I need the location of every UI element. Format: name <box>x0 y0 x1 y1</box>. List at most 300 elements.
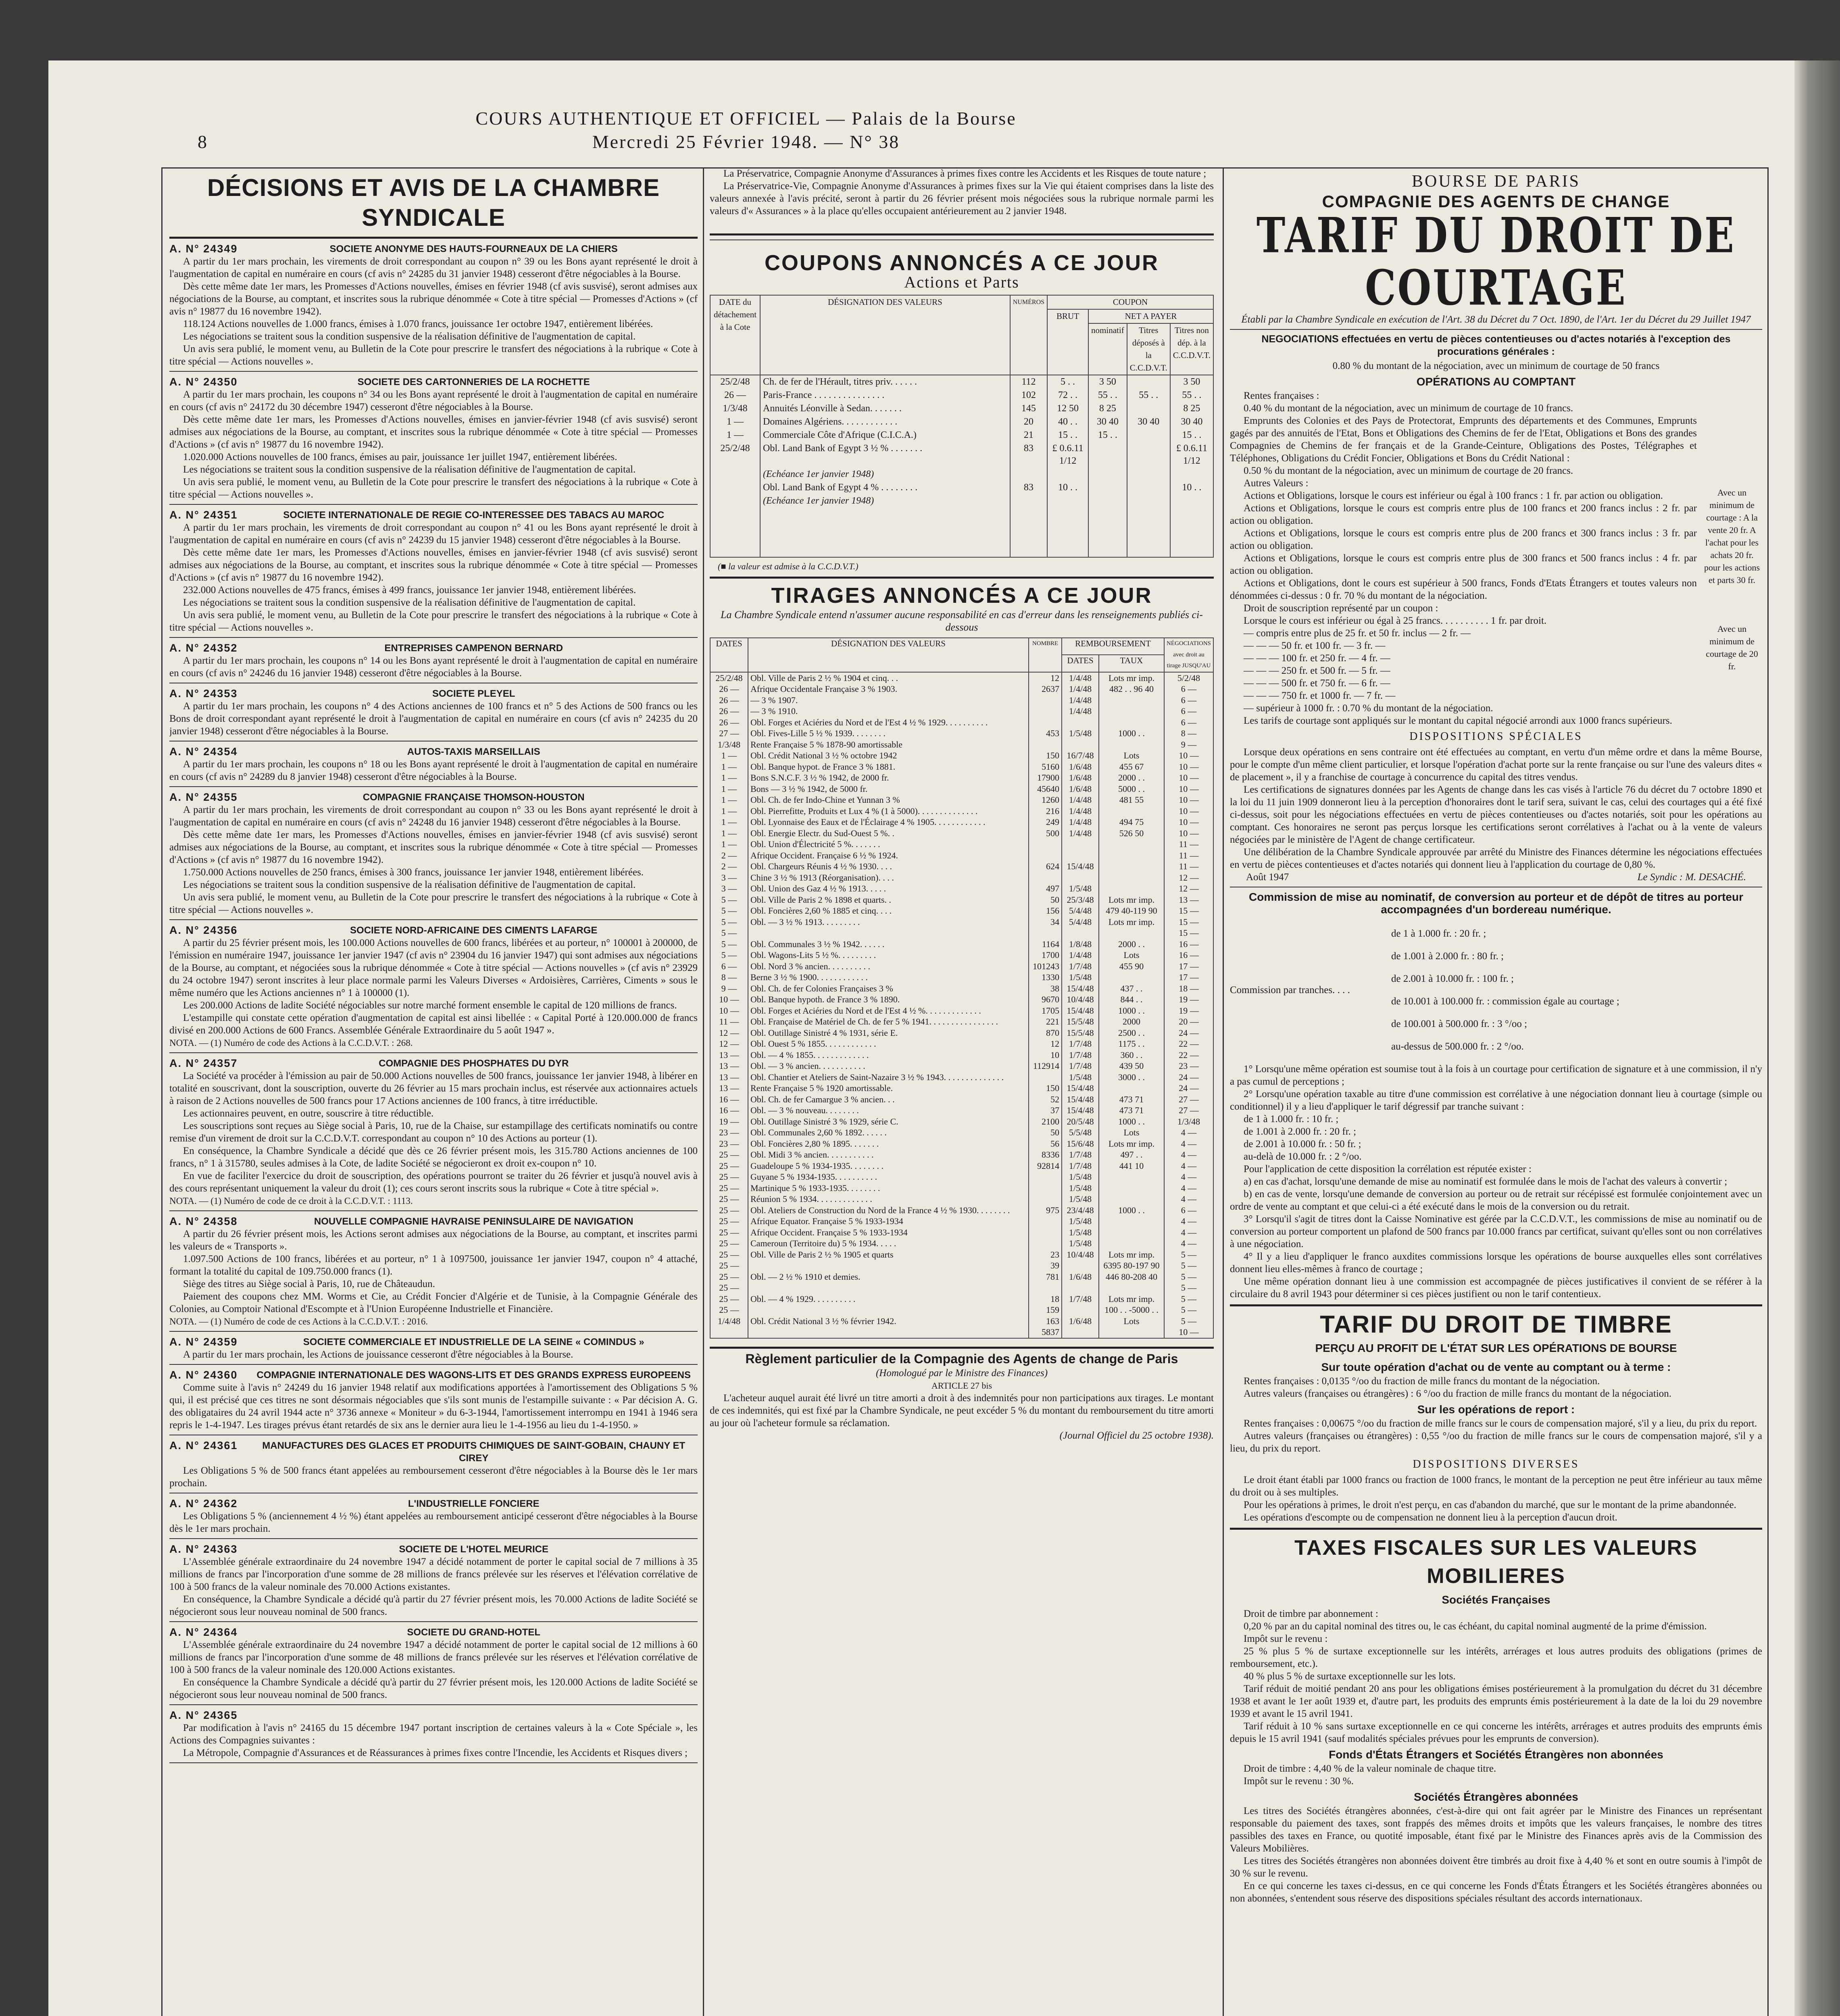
tirage-cell: Chine 3 ½ % 1913 (Réorganisation). . . . <box>748 872 1029 883</box>
tirage-cell <box>1062 1304 1099 1316</box>
masthead-date: Mercredi 25 Février 1948. — N° 38 <box>592 131 900 152</box>
avis-number: A. N° 24353 <box>169 687 238 700</box>
tirage-cell: 22 — <box>1164 1050 1213 1061</box>
negociations-text: 0.80 % du montant de la négociation, avec un minimum de courtage de 50 francs <box>1332 360 1660 371</box>
tirage-cell: 27 — <box>710 728 748 739</box>
tirage-cell: 18 — <box>1164 983 1213 994</box>
taxe-paragraph: En ce qui concerne les taxes ci-dessus, en ce qui concerne les Fonds d'États Étrangers et les Sociétés étrangères abonnées ou non abonnées, s'entendent sous réserve des dispositions spéciales résultant des accords internationaux. <box>1230 1881 1762 1904</box>
table-row <box>710 1149 1213 1160</box>
avis-body <box>169 1228 698 1328</box>
table-row <box>710 1005 1213 1016</box>
tirage-cell <box>1062 927 1099 939</box>
masthead <box>202 107 1290 154</box>
tirage-cell: 9 — <box>1164 739 1213 750</box>
tirage-cell: 1/7/48 <box>1062 961 1099 972</box>
tirage-cell: 2 — <box>710 850 748 861</box>
comptant-line: — compris entre plus de 25 fr. et 50 fr. inclus — 2 fr. — <box>1244 628 1471 639</box>
tirage-cell: Lots mr imp. <box>1099 894 1164 906</box>
tirage-cell: 23 <box>1029 1249 1062 1260</box>
rule <box>169 1762 698 1763</box>
table-row <box>710 1171 1213 1183</box>
coupon-cell-dep <box>1127 468 1170 481</box>
coupons-table <box>710 295 1214 558</box>
commission-paragraph: b) en cas de vente, lorsqu'une demande de conversion au porteur ou de retrait sur récépissé est formulée conjointement avec un ordre de vente au comptant et que celui-ci a été exécuté dans le mois de la conversion ou du retrait. <box>1230 1189 1762 1212</box>
tirage-cell: 20 — <box>1164 1016 1213 1027</box>
avis-paragraph: Les négociations se traitent sous la condition suspensive de la réalisation définitive de l'augmentation de capital. <box>183 464 636 475</box>
table-row <box>710 728 1213 739</box>
coupon-cell-empty <box>760 508 1010 557</box>
coupon-cell-date: 25/2/48 <box>710 375 760 389</box>
coupon-cell-dep <box>1127 429 1170 442</box>
taxe-line: Droit de timbre : 4,40 % de la valeur nominale de chaque titre. <box>1244 1763 1496 1774</box>
commission-tranche: au-dessus de 500.000 fr. : 2 °/oo. <box>1391 1041 1524 1052</box>
tirage-cell: 10 — <box>1164 816 1213 828</box>
avis-paragraph: Un avis sera publié, le moment venu, au Bulletin de la Cote pour prescrire le transfert des négociations à la rubrique « Cote à titre spécial — Actions nouvelles ». <box>169 477 698 500</box>
reglement-subtitle: (Homologué par le Ministre des Finances) <box>875 1367 1048 1379</box>
comptant-line: Actions et Obligations, lorsque le cours est compris entre plus de 200 francs et 300 francs inclus : 3 fr. par action ou obligation. <box>1230 528 1697 551</box>
rule <box>169 371 698 372</box>
tirage-cell: 15/4/48 <box>1062 1005 1099 1016</box>
avis-paragraph: En conséquence, la Chambre Syndicale a décidé que dès ce 26 février présent mois, les 315.780 Actions anciennes de 100 francs, n° 1 à 315780, seules admises à la Cote, de ladite Société se négocieront ex droit ex-coupon n° 10. <box>169 1145 698 1169</box>
avis-notice <box>169 746 698 787</box>
table-row <box>710 750 1213 761</box>
avis-notice <box>169 1215 698 1332</box>
tirage-cell: 1/4/48 <box>1062 695 1099 706</box>
table-row <box>710 1094 1213 1105</box>
table-row <box>710 1227 1213 1238</box>
tirage-cell: 360 . . <box>1099 1050 1164 1061</box>
taxe-line: Droit de timbre par abonnement : <box>1244 1608 1378 1619</box>
coupon-cell-nom <box>1088 494 1127 508</box>
coupon-cell-nondep <box>1170 494 1213 508</box>
dispositions-date: Août 1947 <box>1246 872 1289 883</box>
tirage-cell: 6 — <box>1164 1205 1213 1216</box>
tirage-cell <box>1029 706 1062 717</box>
page-edge <box>1794 60 1840 2016</box>
rule <box>169 1704 698 1705</box>
avis-notice <box>169 1439 698 1493</box>
tirage-cell: 4 — <box>1164 1193 1213 1205</box>
tirage-cell: Obl. Nord 3 % ancien. . . . . . . . . . <box>748 961 1029 972</box>
tirage-cell: 25/3/48 <box>1062 894 1099 906</box>
coupon-cell-name: Obl. Land Bank of Egypt 3 ½ % . . . . . . . <box>760 442 1010 468</box>
comptant-line: Les tarifs de courtage sont appliqués sur le montant du capital négocié arrondi aux 1000 francs supérieurs. <box>1244 715 1672 726</box>
tirage-cell: 15/4/48 <box>1062 983 1099 994</box>
tirage-cell: 12 <box>1029 672 1062 684</box>
table-row <box>710 894 1213 906</box>
avis-paragraph: A partir du 1er mars prochain, les coupons n° 18 ou les Bons ayant représenté le droit à l'augmentation de capital en numéraire en cours (cf avis n° 24289 du 8 janvier 1948) cesseront d'être négociables à la Bourse. <box>169 759 698 782</box>
avis-paragraph: Siège des titres au Siège social à Paris, 10, rue de Châteaudun. <box>183 1279 435 1289</box>
avis-paragraph: En vue de faciliter l'exercice du droit de souscription, des opérations pourront se traiter du 26 février et jusqu'à nouvel avis à des cours représentant uniquement la valeur du droit (1); ces cours seront inscrits sous la rubrique « Cote à titre spécial ». <box>169 1170 698 1194</box>
coupon-cell-brut: 15 . . <box>1047 429 1088 442</box>
coupon-cell-num: 83 <box>1010 442 1047 468</box>
tirage-cell: 25 — <box>710 1271 748 1283</box>
table-row <box>710 468 1213 481</box>
tirage-cell: 23 — <box>710 1138 748 1150</box>
tirage-cell: 5 — <box>1164 1293 1213 1305</box>
tirage-cell: Obl. Foncières 2,80 % 1895. . . . . . . <box>748 1138 1029 1150</box>
tirage-cell: 5 — <box>1164 1316 1213 1327</box>
avis-paragraph: NOTA. — (1) Numéro de code de ce droit à la C.C.D.V.T. : 1113. <box>169 1196 413 1206</box>
timbre-line: Autres valeurs (françaises ou étrangères) : 6 °/oo du fraction de mille francs du montant de la négociation. <box>1244 1388 1672 1399</box>
tirage-cell: 1 — <box>710 816 748 828</box>
tirage-cell: 12 <box>1029 1038 1062 1050</box>
dispositions-paragraph: Une délibération de la Chambre Syndicale approuvée par arrêté du Ministre des Finances détermine les négociations effectuées en vertu de pièces contentieuses et d'actes notariés qui donnent lieu à l'application du courtage de 0,80 %. <box>1230 847 1762 870</box>
tirage-cell: 15/4/48 <box>1062 1094 1099 1105</box>
tirage-cell: 11 — <box>1164 850 1213 861</box>
table-row <box>710 442 1213 468</box>
tirage-cell: 13 — <box>1164 894 1213 906</box>
fonds-etrangers-text <box>1230 1762 1762 1787</box>
tirage-cell: 27 — <box>1164 1105 1213 1116</box>
tirage-cell <box>1099 806 1164 817</box>
avis-paragraph: A partir du 1er mars prochain, les Actions de jouissance cesseront d'être négociables à la Bourse. <box>183 1349 573 1360</box>
rule <box>710 233 1214 235</box>
tirage-cell: 25 — <box>710 1260 748 1271</box>
tirage-cell: Afrique Equator. Française 5 % 1933-1934 <box>748 1216 1029 1227</box>
notices-list <box>169 243 698 1763</box>
table-row <box>710 783 1213 795</box>
tirage-cell: 150 <box>1029 750 1062 761</box>
continued-paragraph: La Préservatrice-Vie, Compagnie Anonyme d'Assurances à primes fixes sur la Vie qui étaient comprises dans la liste des valeurs annexée à l'avis précité, seront à partir du 26 février présent mois négociées sous la rubrique normale parmi les valeurs d'« Assurances » à la place qu'elles occupaient antérieurement au 2 janvier 1948. <box>710 181 1214 217</box>
avis-header <box>169 791 698 804</box>
coupon-cell-dep <box>1127 481 1170 494</box>
tirage-cell: 24 — <box>1164 1072 1213 1083</box>
tirage-cell: 5/4/48 <box>1062 916 1099 928</box>
tirage-cell: 13 — <box>710 1072 748 1083</box>
reglement-text: L'acheteur auquel aurait été livré un titre amorti a droit à des indemnités pour non participations aux tirages. Le montant de ces indemnités, qui est fixé par la Chambre Syndicale, ne peut excéder 5 % du montant du remboursement du titre amorti au jour où l'acheteur formule sa réclamation. <box>710 1392 1214 1429</box>
tirage-cell: 5 — <box>1164 1282 1213 1293</box>
commission-heading: Commission de mise au nominatif, de conversion au porteur et de dépôt de titres au porteur accompagnées d'un bordereau numérique. <box>1249 891 1743 916</box>
tirage-cell <box>1099 1216 1164 1227</box>
tirage-cell: 2637 <box>1029 683 1062 695</box>
coupon-cell-empty <box>1170 508 1213 557</box>
coupon-cell-empty <box>1047 508 1088 557</box>
tirage-cell: 481 55 <box>1099 794 1164 806</box>
column-coupons-tirages <box>710 167 1214 2016</box>
tirage-cell <box>1099 883 1164 894</box>
avis-paragraph: A partir du 1er mars prochain, les virements de droit correspondant au coupon n° 41 ou les Bons ayant représenté le droit à l'augmentation de capital en numéraire en cours (cf avis n° 24239 du 15 janvier 1948) cesseront d'être négociables à la Bourse. <box>169 522 698 546</box>
tirage-cell: 100 . . -5000 . . <box>1099 1304 1164 1316</box>
avis-body <box>169 804 698 916</box>
table-row <box>710 939 1213 950</box>
avis-paragraph: L'Assemblée générale extraordinaire du 24 novembre 1947 a décidé notamment de porter le capital social de 12 millions à 60 millions de francs par l'incorporation d'une somme de 48 millions de francs prélevée sur les réserves et l'élévation corrélative de 100 à 500 francs de la valeur nominale des 120.000 Actions existantes. <box>169 1639 698 1675</box>
tirage-cell: Afrique Occident. Française 6 ½ % 1924. <box>748 850 1029 861</box>
tirage-cell: 150 <box>1029 1083 1062 1094</box>
tirage-cell: Obl. Banque hypot. de France 3 % 1881. <box>748 761 1029 773</box>
commission-text <box>1230 1063 1762 1300</box>
tirage-cell: 25 — <box>710 1293 748 1305</box>
rule <box>169 1538 698 1539</box>
avis-header <box>169 1709 698 1722</box>
avis-paragraph: Par modification à l'avis n° 24165 du 15 décembre 1947 portant inscription de certaines valeurs à la « Cote Spéciale », les Actions des Compagnies suivantes : <box>169 1722 698 1746</box>
tirage-cell: 10 — <box>1164 1327 1213 1338</box>
coupons-title: COUPONS ANNONCÉS A CE JOUR <box>764 251 1159 275</box>
tirage-cell: 1 — <box>710 783 748 795</box>
comptant-line: Actions et Obligations, lorsque le cours est inférieur ou égal à 100 francs : 1 fr. par action ou obligation. <box>1244 490 1663 501</box>
tirage-cell: 15/4/48 <box>1062 1083 1099 1094</box>
coupon-cell-date: 25/2/48 <box>710 442 760 468</box>
avis-company: AUTOS-TAXIS MARSEILLAIS <box>407 746 540 757</box>
avis-paragraph: A partir du 1er mars prochain, les virements de droit correspondant au coupon n° 39 ou les Bons ayant représenté le droit à l'augmentation de capital en numéraire en cours (cf avis n° 24285 du 31 janvier 1948) cesseront d'être négociables à la Bourse. <box>169 256 698 279</box>
tirage-cell <box>1029 850 1062 861</box>
tirage-cell <box>1029 1171 1062 1183</box>
coupon-cell-empty <box>1010 508 1047 557</box>
table-row <box>710 481 1213 494</box>
tirage-cell: 5/2/48 <box>1164 672 1213 684</box>
tirage-cell: 497 . . <box>1099 1149 1164 1160</box>
tirage-cell <box>1029 1072 1062 1083</box>
tirage-cell <box>1029 872 1062 883</box>
taxe-line: Impôt sur le revenu : <box>1244 1633 1328 1644</box>
avis-notice <box>169 791 698 920</box>
tirage-cell <box>1099 861 1164 872</box>
avis-header <box>169 746 698 758</box>
tirage-cell: Obl. Union des Gaz 4 ½ % 1913. . . . . <box>748 883 1029 894</box>
tirage-cell: 16/7/48 <box>1062 750 1099 761</box>
avis-header <box>169 1057 698 1070</box>
table-row <box>710 1205 1213 1216</box>
tirage-cell: 1 — <box>710 761 748 773</box>
coupon-cell-nom: 15 . . <box>1088 429 1127 442</box>
tirage-cell: 1/5/48 <box>1062 728 1099 739</box>
tirage-cell: 4 — <box>1164 1149 1213 1160</box>
tirage-cell: 156 <box>1029 905 1062 916</box>
commission-paragraph: de 2.001 à 10.000 fr. : 50 fr. ; <box>1244 1139 1361 1150</box>
coupon-cell-date <box>710 494 760 508</box>
tirage-cell <box>1099 872 1164 883</box>
tirage-cell: 19 — <box>710 1116 748 1127</box>
tirage-cell <box>748 1304 1029 1316</box>
tirage-cell: Obl. Ville de Paris 2 ½ % 1904 et cinq. . . <box>748 672 1029 684</box>
tirage-cell: 1/5/48 <box>1062 1193 1099 1205</box>
tirage-cell: Obl. — 3 ½ % 1913. . . . . . . . . <box>748 916 1029 928</box>
column-divider <box>1223 167 1224 2016</box>
tirage-cell: Obl. Chargeurs Réunis 4 ½ % 1930. . . . <box>748 861 1029 872</box>
avis-paragraph: Les négociations se traitent sous la condition suspensive de la réalisation définitive de l'augmentation de capital. <box>183 597 636 608</box>
tirage-cell: 5160 <box>1029 761 1062 773</box>
tirage-cell: 112914 <box>1029 1060 1062 1072</box>
side-note-minimum: Avec un minimum de courtage : A la vente 20 fr. A l'achat pour les achats 20 fr. pour les actions et parts 30 fr. <box>1704 487 1760 585</box>
tirage-cell: 24 — <box>1164 1027 1213 1039</box>
avis-company: SOCIETE NORD-AFRICAINE DES CIMENTS LAFARGE <box>350 925 598 936</box>
comptant-line: — — — 50 fr. et 100 fr. — 3 fr. — <box>1244 640 1386 651</box>
table-row <box>710 1260 1213 1271</box>
table-row <box>710 828 1213 839</box>
avis-number: A. N° 24364 <box>169 1626 238 1638</box>
coupon-cell-brut: 12 50 <box>1047 402 1088 415</box>
avis-paragraph: A partir du 1er mars prochain, les coupons n° 4 des Actions anciennes de 100 francs et n° 5 des Actions de 500 francs ou les Bons de droit correspondant ayant représenté le droit à l'augmentation de capital en numéraire en cours (cf avis n° 24235 du 20 janvier 1948) cesseront d'être négociables à la Bourse. <box>169 701 698 737</box>
timbre-line: Rentes françaises : 0,00675 °/oo du fraction de mille francs sur le cours de compensation majoré, s'il y a lieu, du prix du report. <box>1244 1418 1757 1429</box>
tirage-cell: Lots <box>1099 950 1164 961</box>
avis-paragraph: 118.124 Actions nouvelles de 1.000 francs, émises à 1.070 francs, jouissance 1er octobre 1947, entièrement libérées. <box>183 319 653 329</box>
bourse-heading: BOURSE DE PARIS <box>1412 172 1580 191</box>
table-row <box>710 816 1213 828</box>
table-row <box>710 794 1213 806</box>
commission-tranche: de 100.001 à 500.000 fr. : 3 °/oo ; <box>1391 1018 1527 1029</box>
tirage-cell: Martinique 5 % 1933-1935. . . . . . . . <box>748 1183 1029 1194</box>
avis-company: ENTREPRISES CAMPENON BERNARD <box>384 643 563 654</box>
avis-paragraph: La Société va procéder à l'émission au pair de 50.000 Actions nouvelles de 500 francs, jouissance 1er janvier 1948, à libérer en totalité en souscrivant, dont la souscription, ouverte du 26 février au 15 mars prochain inclus, est réservée aux actionnaires actuels à raison de 2 Actions nouvelles de 500 francs pour 17 Actions anciennes de 100 francs, à titre irréductible. <box>169 1070 698 1106</box>
tirage-cell: Obl. Française de Matériel de Ch. de fer 5 % 1941. . . . . . . . . . . . . . . . <box>748 1016 1029 1027</box>
tirage-cell: 1175 . . <box>1099 1038 1164 1050</box>
avis-company: NOUVELLE COMPAGNIE HAVRAISE PENINSULAIRE DE NAVIGATION <box>314 1216 633 1227</box>
avis-paragraph: A partir du 1er mars prochain, les coupons n° 34 ou les Bons ayant représenté le droit à l'augmentation de capital en numéraire en cours (cf avis n° 24172 du 30 décembre 1947) cesseront d'être négociables à la Bourse. <box>169 389 698 412</box>
commission-tranches <box>1391 917 1762 1063</box>
tirage-cell: 479 40-119 90 <box>1099 905 1164 916</box>
tirage-cell: 92814 <box>1029 1160 1062 1172</box>
table-row <box>710 683 1213 695</box>
tirage-cell: 6395 80-197 90 <box>1099 1260 1164 1271</box>
coupon-cell-brut <box>1047 468 1088 481</box>
tirage-cell: 5/5/48 <box>1062 1127 1099 1138</box>
tirage-cell <box>748 1260 1029 1271</box>
coupon-cell-nondep: £ 0.6.11 1/12 <box>1170 442 1213 468</box>
table-row <box>710 1293 1213 1305</box>
avis-company: SOCIETE ANONYME DES HAUTS-FOURNEAUX DE LA CHIERS <box>329 244 618 254</box>
tirage-cell: 1/4/48 <box>1062 828 1099 839</box>
tirage-cell: 15/6/48 <box>1062 1138 1099 1150</box>
avis-paragraph: L'Assemblée générale extraordinaire du 24 novembre 1947 a décidé notamment de porter le capital social de 7 millions à 35 millions de francs par l'incorporation d'une somme de 28 millions de francs prélevée sur les réserves et l'élévation corrélative de 100 à 500 francs de la valeur nominale des 70.000 Actions existantes. <box>169 1556 698 1592</box>
tirage-cell: Lots <box>1099 750 1164 761</box>
coupon-cell-empty <box>1127 508 1170 557</box>
tirage-cell: 15/4/48 <box>1062 1105 1099 1116</box>
tirage-cell <box>1099 972 1164 983</box>
tirage-cell: 1/6/48 <box>1062 1316 1099 1327</box>
tirage-cell: 17 — <box>1164 961 1213 972</box>
avis-number: A. N° 24358 <box>169 1215 238 1227</box>
tirage-cell: 3 — <box>710 883 748 894</box>
tirage-cell: 5 — <box>1164 1249 1213 1260</box>
societes-abonnees-text <box>1230 1805 1762 1905</box>
table-row <box>710 1050 1213 1061</box>
table-row <box>710 672 1213 684</box>
table-row <box>710 1316 1213 1327</box>
tirage-cell: 25 — <box>710 1193 748 1205</box>
tirage-cell: 439 50 <box>1099 1060 1164 1072</box>
avis-number: A. N° 24360 <box>169 1369 238 1381</box>
table-row <box>710 1160 1213 1172</box>
taxe-line: 40 % plus 5 % de surtaxe exceptionnelle sur les lots. <box>1244 1671 1456 1682</box>
tirage-cell: Obl. Chantier et Ateliers de Saint-Nazaire 3 ½ % 1943. . . . . . . . . . . . . . <box>748 1072 1029 1083</box>
tirage-cell: 10/4/48 <box>1062 1249 1099 1260</box>
tirage-cell <box>1062 872 1099 883</box>
tirage-cell <box>1099 1238 1164 1249</box>
coupon-cell-date <box>710 468 760 481</box>
avis-notice <box>169 509 698 638</box>
avis-paragraph: 1.750.000 Actions nouvelles de 250 francs, émises à 300 francs, jouissance 1er janvier 1948, entièrement libérées. <box>183 867 644 878</box>
tirage-cell: 11 — <box>1164 839 1213 850</box>
tirage-cell: 4 — <box>1164 1216 1213 1227</box>
col-coupon: COUPON <box>1047 295 1213 309</box>
tirage-cell: 3000 . . <box>1099 1072 1164 1083</box>
table-row <box>710 806 1213 817</box>
table-row <box>710 972 1213 983</box>
table-row <box>710 508 1213 557</box>
tirage-cell <box>1029 1193 1062 1205</box>
tirage-cell: 15/5/48 <box>1062 1016 1099 1027</box>
avis-notice <box>169 376 698 505</box>
tirage-cell: 1/4/48 <box>1062 950 1099 961</box>
avis-paragraph: Comme suite à l'avis n° 24249 du 16 janvier 1948 relatif aux modifications apportées à l'amortissement des Obligations 5 % qui, il est précisé que ces titres ne sont désormais négociables que s'ils sont munis de l'estampille suivante : « Par décision A. G. des obligataires du 24 avril 1944 acte n° 3736 annexe « Moniteur » du 6-3-1944, l'amortissement interrompu en 1941 à 1946 sera repris le 1-4-1947. Les tirages prévus étant retardés de six ans le dernier aura lieu le 1-4-1956 au lieu du 1-4-1950. » <box>169 1382 698 1431</box>
tirage-cell: 1705 <box>1029 1005 1062 1016</box>
comptant-heading: OPÉRATIONS AU COMPTANT <box>1416 375 1576 388</box>
tirage-cell: Lots mr imp. <box>1099 672 1164 684</box>
compagnie-heading: COMPAGNIE DES AGENTS DE CHANGE <box>1322 192 1670 211</box>
tirage-cell: 1/7/48 <box>1062 1050 1099 1061</box>
avis-paragraph: Dès cette même date 1er mars, les Promesses d'Actions nouvelles, émises en février 1948 (cf avis susvisé), seront admises aux négociations de la Bourse, au comptant, et inscrites sous la rubrique dénommée « Cote à titre spécial — Promesses d'Actions » (cf avis n° 19877 du 16 novembre 1942). <box>169 281 698 317</box>
comptant-line: — — — 250 fr. et 500 fr. — 5 fr. — <box>1244 665 1390 676</box>
tirage-cell: Obl. — 3 % ancien. . . . . . . . . . . <box>748 1060 1029 1072</box>
table-row <box>710 861 1213 872</box>
avis-notice <box>169 924 698 1053</box>
tirage-cell: 17 — <box>1164 972 1213 983</box>
timbre-reports <box>1230 1417 1762 1455</box>
coupon-cell-dep: 30 40 <box>1127 415 1170 429</box>
coupon-cell-dep <box>1127 375 1170 389</box>
tirage-cell: 20/5/48 <box>1062 1116 1099 1127</box>
tirage-cell <box>1029 1216 1062 1227</box>
commission-paragraph: 1° Lorsqu'une même opération est soumise tout à la fois à un courtage pour certification de signature et à une commission, il n'y a pas cumul de perceptions ; <box>1230 1064 1762 1087</box>
avis-paragraph: Un avis sera publié, le moment venu, au Bulletin de la Cote pour prescrire le transfert des négociations à la rubrique « Cote à titre spécial — Actions nouvelles ». <box>169 344 698 367</box>
avis-notice <box>169 243 698 372</box>
avis-number: A. N° 24354 <box>169 746 238 758</box>
tirage-cell <box>1099 706 1164 717</box>
avis-body <box>169 1381 698 1431</box>
tirage-cell: 13 — <box>710 1083 748 1094</box>
tirage-cell: Rente Française 5 % 1878-90 amortissable <box>748 739 1029 750</box>
tirage-cell: Obl. Ouest 5 % 1855. . . . . . . . . . . . <box>748 1038 1029 1050</box>
avis-paragraph: A partir du 25 février présent mois, les 100.000 Actions nouvelles de 600 francs, libérées et au porteur, n° 100001 à 200000, de l'émission en numéraire 1947, jouissance 1er janvier 1947 (cf avis n° 23904 du 16 janvier 1947) qui sont admises aux négociations de la Bourse, au comptant, et négociées sous la rubrique dénommée « Cote à titre spécial — Actions nouvelles » (cf avis n° 23929 du 24 octobre 1947) seront inscrites à leur place normale parmi les Valeurs Diverses « Ardoisières, Carrières, Ciments » sous le même numéro que les Actions anciennes n° 1 à 100000 (1). <box>169 937 698 998</box>
avis-paragraph: En conséquence, la Chambre Syndicale a décidé qu'à partir du 27 février présent mois, les 70.000 Actions de ladite Société se négocieront sous leur nouveau nominal de 500 francs. <box>169 1594 698 1617</box>
tirage-cell: 1/6/48 <box>1062 761 1099 773</box>
avis-number: A. N° 24359 <box>169 1336 238 1348</box>
table-row <box>710 415 1213 429</box>
tirage-cell: 24 — <box>1164 1083 1213 1094</box>
tirage-cell: Obl. Forges et Aciéries du Nord et de l'Est 4 ½ % 1929. . . . . . . . . . <box>748 717 1029 728</box>
tirage-cell: 5 — <box>1164 1260 1213 1271</box>
tirage-cell: 25 — <box>710 1183 748 1194</box>
avis-company: COMPAGNIE FRANÇAISE THOMSON-HOUSTON <box>363 792 585 803</box>
tirage-cell: 6 — <box>1164 683 1213 695</box>
tirage-cell: 10 — <box>1164 806 1213 817</box>
tirage-cell: Obl. Energie Electr. du Sud-Ouest 5 %. . <box>748 828 1029 839</box>
tirage-cell: 1164 <box>1029 939 1062 950</box>
tirage-cell: 10 <box>1029 1050 1062 1061</box>
dispositions-text <box>1230 746 1762 871</box>
tirage-cell: 526 50 <box>1099 828 1164 839</box>
coupons-subtitle: Actions et Parts <box>904 273 1019 291</box>
negociations-heading: NEGOCIATIONS effectuées en vertu de pièces contentieuses ou d'actes notariés à l'exception des procurations générales : <box>1261 333 1731 357</box>
col-designation: DÉSIGNATION DES VALEURS <box>748 638 1029 672</box>
tirage-cell: Obl. Ateliers de Construction du Nord de la France 4 ½ % 1930. . . . . . . . <box>748 1205 1029 1216</box>
tirage-cell <box>1099 1282 1164 1293</box>
avis-company: SOCIETE INTERNATIONALE DE REGIE CO-INTERESSEE DES TABACS AU MAROC <box>283 510 665 521</box>
tirage-cell: 497 <box>1029 883 1062 894</box>
tirage-cell: Afrique Occidentale Française 3 % 1903. <box>748 683 1029 695</box>
tirage-cell: Obl. Communales 2,60 % 1892. . . . . . <box>748 1127 1029 1138</box>
tirage-cell <box>748 1327 1029 1338</box>
timbre-h1: Sur toute opération d'achat ou de vente au comptant ou à terme : <box>1321 1361 1671 1373</box>
taxe-line: Tarif réduit de moitié pendant 20 ans pour les obligations émises postérieurement à la promulgation du décret du 31 décembre 1938 et avant le 1er août 1939 et, d'autre part, les produits des emprunts émis postérieurement à la date de la loi du 29 novembre 1939 et avant le 15 avril 1941. <box>1230 1683 1762 1719</box>
table-row <box>710 1016 1213 1027</box>
table-row <box>710 1072 1213 1083</box>
tirage-cell: 1260 <box>1029 794 1062 806</box>
tirage-cell: Obl. Ville de Paris 2 ½ % 1905 et quarts <box>748 1249 1029 1260</box>
tirage-cell: 13 — <box>710 1060 748 1072</box>
coupon-cell-nondep: 10 . . <box>1170 481 1213 494</box>
table-row <box>710 1327 1213 1338</box>
